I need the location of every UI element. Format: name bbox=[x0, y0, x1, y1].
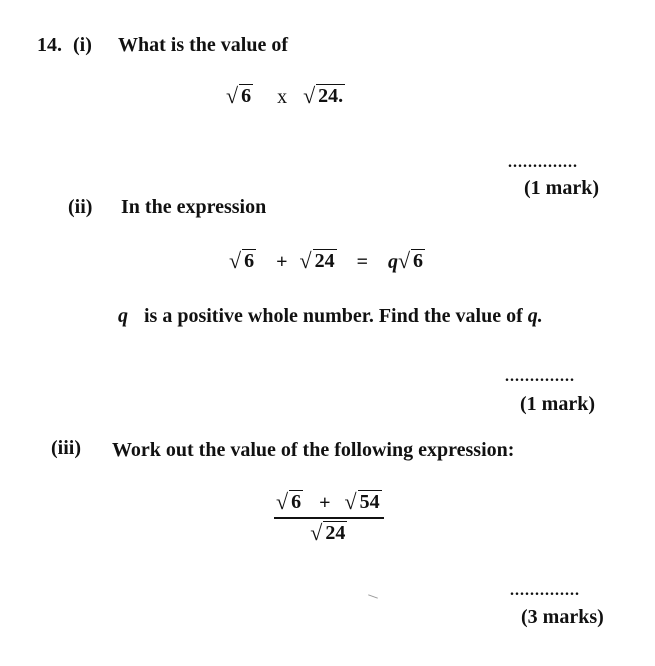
question-number: 14. bbox=[37, 34, 62, 56]
sqrt-24: √ 24 bbox=[310, 520, 346, 545]
sqrt-24: √ 24 bbox=[299, 248, 335, 273]
sqrt-6: √ 6 bbox=[229, 248, 255, 273]
marks-i: (1 mark) bbox=[524, 177, 599, 199]
part-ii-statement: q is a positive whole number. Find the value of q. bbox=[118, 305, 543, 327]
part-ii-label: (ii) bbox=[68, 196, 93, 218]
radical-sign: √ bbox=[276, 489, 289, 514]
variable-q: q bbox=[387, 251, 398, 273]
part-ii-prompt: In the expression bbox=[121, 196, 267, 218]
radical-sign: √ bbox=[310, 520, 323, 545]
sqrt-6: √ 6 bbox=[276, 489, 302, 514]
fraction-denominator bbox=[310, 519, 347, 546]
fraction-numerator bbox=[274, 490, 384, 519]
radical-sign: √ bbox=[299, 248, 312, 273]
scan-mark bbox=[368, 594, 378, 598]
answer-line-ii: .............. bbox=[505, 368, 575, 385]
fraction bbox=[274, 490, 384, 546]
part-i-label: (i) bbox=[73, 34, 92, 56]
times-sign: x bbox=[277, 86, 288, 108]
part-iii-expression bbox=[274, 490, 384, 546]
part-iii-prompt: Work out the value of the following expression: bbox=[112, 439, 515, 461]
answer-line-i: .............. bbox=[508, 154, 578, 171]
marks-iii: (3 marks) bbox=[521, 606, 604, 628]
sqrt-24: √ 24. bbox=[303, 83, 344, 108]
sqrt-54: √ 54 bbox=[344, 489, 380, 514]
radical-sign: √ bbox=[226, 83, 239, 108]
plus-sign: + bbox=[319, 492, 331, 514]
variable-q: q. bbox=[527, 305, 543, 327]
part-i-prompt: What is the value of bbox=[118, 34, 288, 56]
radical-sign: √ bbox=[303, 83, 316, 108]
sqrt-6: √ 6 bbox=[397, 248, 424, 273]
radical-sign: √ bbox=[229, 248, 242, 273]
equals-sign: = bbox=[356, 251, 368, 273]
part-i-expression bbox=[226, 84, 345, 109]
plus-sign: + bbox=[276, 251, 288, 273]
radical-sign: √ bbox=[397, 248, 411, 273]
variable-q: q bbox=[118, 305, 128, 327]
sqrt-6: √ 6 bbox=[226, 83, 252, 108]
part-iii-label: (iii) bbox=[51, 437, 81, 459]
marks-ii: (1 mark) bbox=[520, 393, 595, 415]
answer-line-iii: .............. bbox=[510, 582, 580, 599]
radical-sign: √ bbox=[344, 489, 357, 514]
part-ii-expression bbox=[229, 249, 425, 274]
